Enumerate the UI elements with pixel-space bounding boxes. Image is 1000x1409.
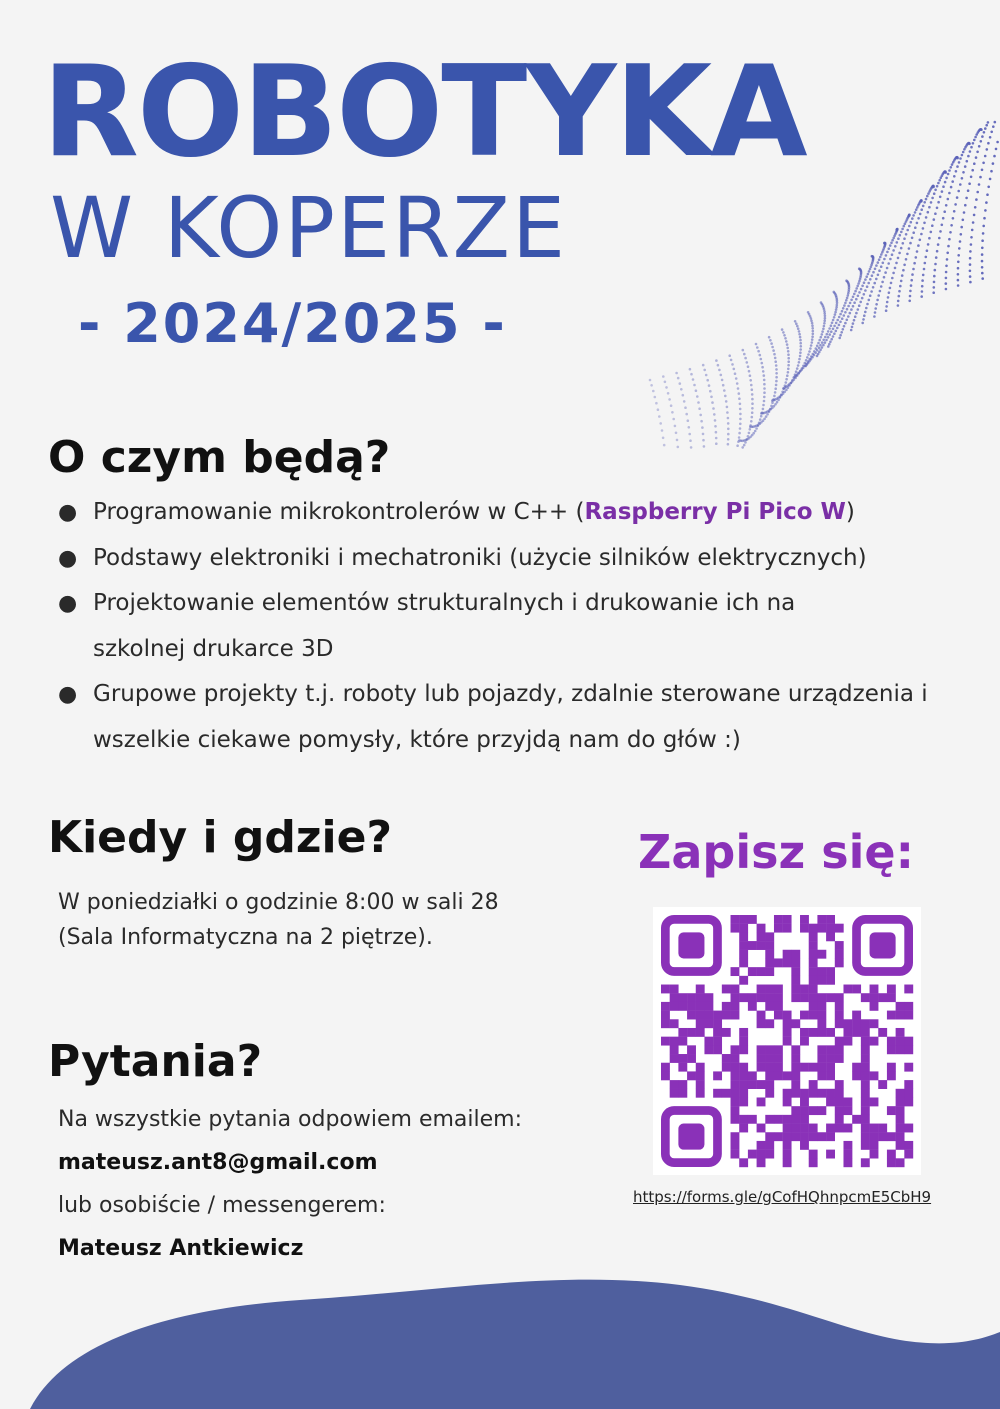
questions-text <box>58 1098 522 1270</box>
questions-heading: Pytania? <box>48 1036 263 1087</box>
list-item-text: Programowanie mikrokontrolerów w C++ (Raspberry Pi Pico W) <box>93 499 855 525</box>
contact-email[interactable]: mateusz.ant8@gmail.com <box>58 1150 378 1175</box>
list-item-text: Grupowe projekty t.j. roboty lub pojazdy, zdalnie sterowane urządzenia i wszelkie ciekawe pomysły, które przyjdą nam do głów :) <box>93 681 928 753</box>
bullet-icon: ● <box>58 682 78 707</box>
list-item <box>58 490 978 536</box>
when-line2: (Sala Informatyczna na 2 piętrze). <box>58 925 433 950</box>
questions-line2: lub osobiście / messengerem: <box>58 1193 386 1218</box>
bullet-icon: ● <box>58 591 78 616</box>
list-item <box>58 581 978 672</box>
when-heading: Kiedy i gdzie? <box>48 812 392 863</box>
bullet-icon: ● <box>58 500 78 525</box>
questions-line1: Na wszystkie pytania odpowiem emailem: <box>58 1107 523 1132</box>
contact-name: Mateusz Antkiewicz <box>58 1236 304 1261</box>
signup-heading: Zapisz się: <box>638 825 914 879</box>
signup-qr-code[interactable] <box>653 907 921 1175</box>
signup-form-link[interactable]: https://forms.gle/gCofHQhnpcmE5CbH9 <box>633 1188 932 1206</box>
school-year: - 2024/2025 - <box>78 292 507 355</box>
highlight-raspberry: Raspberry Pi Pico W <box>584 499 846 525</box>
when-text <box>58 885 499 955</box>
when-line1: W poniedziałki o godzinie 8:00 w sali 28 <box>58 890 499 915</box>
bullet-icon: ● <box>58 545 78 571</box>
topics-heading: O czym będą? <box>48 432 391 483</box>
bottom-wave-decoration <box>0 1270 1000 1409</box>
title-w-koperze: W KOPERZE <box>50 179 568 277</box>
list-item-text: Podstawy elektroniki i mechatroniki (użycie silników elektrycznych) <box>93 544 867 571</box>
list-item <box>58 536 978 582</box>
list-item <box>58 672 978 763</box>
title-robotyka: ROBOTYKA <box>42 38 806 185</box>
list-item-text: Projektowanie elementów strukturalnych i drukowanie ich na szkolnej drukarce 3D <box>93 590 796 662</box>
topics-list <box>58 490 978 763</box>
